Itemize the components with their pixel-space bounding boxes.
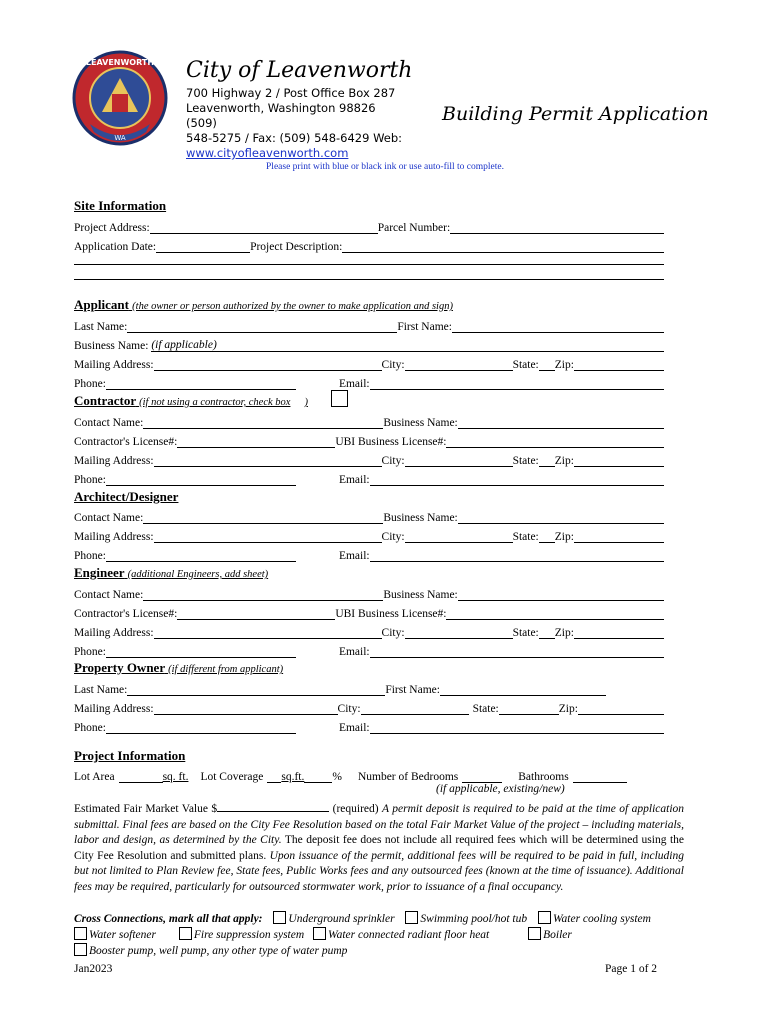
architect-zip-field[interactable] <box>574 531 664 543</box>
row-business-name <box>74 336 664 352</box>
label-contact: Contact Name: <box>74 512 144 524</box>
applicant-business-field[interactable] <box>217 340 664 352</box>
form-title: Building Permit Application <box>442 103 709 125</box>
owner-first-name-field[interactable] <box>440 684 606 696</box>
label-contact: Contact Name: <box>74 589 144 601</box>
row-application-date <box>74 237 664 253</box>
architect-business-field[interactable] <box>458 512 664 524</box>
engineer-zip-field[interactable] <box>574 627 664 639</box>
cross-row <box>74 943 694 959</box>
row-architect-mailing <box>74 527 664 543</box>
water-softener-checkbox[interactable] <box>74 927 87 940</box>
application-date-field[interactable] <box>156 241 250 253</box>
revision-date: Jan2023 <box>74 963 113 975</box>
row-contractor-phone <box>74 470 664 486</box>
lot-coverage-pct-field[interactable] <box>304 771 332 783</box>
contractor-zip-field[interactable] <box>574 455 664 467</box>
address-line: Leavenworth, Washington 98826 (509) <box>186 101 376 130</box>
row-engineer-contact <box>74 585 664 601</box>
cross-row <box>74 911 694 927</box>
label-mailing: Mailing Address: <box>74 703 154 715</box>
label-state: State: <box>472 703 499 715</box>
contractor-heading-text: Contractor <box>74 393 136 408</box>
underground-sprinkler-checkbox[interactable] <box>273 911 286 924</box>
row-applicant-phone <box>74 374 664 390</box>
bathrooms-field[interactable] <box>573 771 627 783</box>
engineer-city-field[interactable] <box>405 627 513 639</box>
svg-text:LEAVENWORTH: LEAVENWORTH <box>85 58 155 67</box>
engineer-contact-field[interactable] <box>143 589 383 601</box>
label-business-name: Business Name: <box>74 340 149 352</box>
architect-city-field[interactable] <box>405 531 513 543</box>
row-architect-contact <box>74 508 664 524</box>
label-city: City: <box>381 627 405 639</box>
row-owner-name <box>74 680 664 696</box>
option-label: Water softener <box>89 929 156 941</box>
label-zip: Zip: <box>554 359 574 371</box>
option-label: Water cooling system <box>553 913 651 925</box>
label-email: Email: <box>338 550 370 562</box>
applicant-mailing-field[interactable] <box>154 359 382 371</box>
contractor-phone-field[interactable] <box>106 474 296 486</box>
label-last-name: Last Name: <box>74 684 128 696</box>
bedrooms-field[interactable] <box>462 771 502 783</box>
engineer-heading-text: Engineer <box>74 565 125 580</box>
row-owner-mailing <box>74 699 664 715</box>
row-engineer-license <box>74 604 664 620</box>
row-engineer-phone <box>74 642 664 658</box>
label-business: Business Name: <box>383 512 458 524</box>
row-applicant-name <box>74 317 664 333</box>
owner-email-field[interactable] <box>370 722 664 734</box>
architect-mailing-field[interactable] <box>154 531 382 543</box>
lot-area-field[interactable] <box>119 771 163 783</box>
fees-paragraph <box>74 801 684 895</box>
svg-text:WA: WA <box>114 134 126 142</box>
engineer-phone-field[interactable] <box>106 646 296 658</box>
radiant-floor-checkbox[interactable] <box>313 927 326 940</box>
contractor-email-field[interactable] <box>370 474 664 486</box>
row-contractor-license <box>74 432 664 448</box>
engineer-business-field[interactable] <box>458 589 664 601</box>
deposit-text: A permit deposit is required to be paid at the time of application submittal. Final fees are based on the City Fee Resolution based on the total Fair Market Value of the project – including materials, labor and design, as determined by the City. <box>74 803 685 846</box>
section-applicant-heading <box>74 297 453 313</box>
option-label: Underground sprinkler <box>288 913 395 925</box>
label-last-name: Last Name: <box>74 321 128 333</box>
architect-email-field[interactable] <box>370 550 664 562</box>
engineer-note: (additional Engineers, add sheet) <box>127 569 269 580</box>
label-email: Email: <box>338 646 370 658</box>
address-line: 700 Highway 2 / Post Office Box 287 <box>186 86 396 100</box>
applicant-note: (the owner or person authorized by the owner to make application and sign) <box>132 301 453 312</box>
row-owner-phone <box>74 718 664 734</box>
label-lot-area: Lot Area <box>74 771 115 783</box>
option-label: Booster pump, well pump, any other type of water pump <box>89 945 348 957</box>
contractor-license-field[interactable] <box>177 436 335 448</box>
owner-city-field[interactable] <box>361 703 469 715</box>
section-owner-heading <box>74 660 283 676</box>
label-business: Business Name: <box>383 417 458 429</box>
label-city: City: <box>337 703 361 715</box>
city-name: City of Leavenworth <box>186 58 413 83</box>
option-label: Fire suppression system <box>193 929 305 941</box>
applicant-state-field[interactable] <box>539 359 555 371</box>
label-percent: % <box>332 771 342 783</box>
water-cooling-checkbox[interactable] <box>538 911 551 924</box>
business-note: (if applicable) <box>151 339 217 351</box>
label-fair-market-value: Estimated Fair Market Value $ <box>74 803 218 815</box>
boiler-checkbox[interactable] <box>528 927 541 940</box>
project-description-field[interactable] <box>342 241 664 253</box>
label-city: City: <box>381 455 405 467</box>
label-city: City: <box>381 359 405 371</box>
label-license: Contractor's License#: <box>74 608 178 620</box>
city-address <box>186 86 406 161</box>
label-lot-coverage: Lot Coverage <box>200 771 264 783</box>
label-phone: Phone: <box>74 722 106 734</box>
option-label: Swimming pool/hot tub <box>420 913 528 925</box>
label-sqft: sq.ft. <box>281 771 305 783</box>
fee-text: The deposit fee does not include all required fees which will be determined using the City Fee Resolution and submitted plans. <box>74 834 684 862</box>
engineer-state-field[interactable] <box>539 627 555 639</box>
description-line[interactable] <box>74 264 664 265</box>
city-seal-logo <box>72 50 168 146</box>
instructions: Please print with blue or black ink or use auto-fill to complete. <box>266 162 504 172</box>
section-engineer-heading <box>74 565 268 581</box>
label-phone: Phone: <box>74 646 106 658</box>
label-application-date: Application Date: <box>74 241 157 253</box>
owner-state-field[interactable] <box>499 703 559 715</box>
engineer-email-field[interactable] <box>370 646 664 658</box>
label-state: State: <box>512 531 539 543</box>
contractor-city-field[interactable] <box>405 455 513 467</box>
row-applicant-mailing <box>74 355 664 371</box>
label-contact: Contact Name: <box>74 417 144 429</box>
contractor-note-end: ) <box>304 397 308 408</box>
label-project-description: Project Description: <box>250 241 343 253</box>
label-zip: Zip: <box>554 627 574 639</box>
label-city: City: <box>381 531 405 543</box>
label-mailing: Mailing Address: <box>74 627 154 639</box>
project-address-field[interactable] <box>150 222 378 234</box>
label-bathrooms: Bathrooms <box>518 771 569 783</box>
contractor-ubi-field[interactable] <box>446 436 664 448</box>
contractor-mailing-field[interactable] <box>154 455 382 467</box>
pool-hot-tub-checkbox[interactable] <box>405 911 418 924</box>
parcel-number-field[interactable] <box>450 222 664 234</box>
label-email: Email: <box>338 722 370 734</box>
label-required: (required) <box>332 803 379 815</box>
label-state: State: <box>512 627 539 639</box>
no-contractor-checkbox[interactable] <box>331 390 348 407</box>
contractor-contact-field[interactable] <box>143 417 383 429</box>
section-site-heading: Site Information <box>74 198 167 213</box>
applicant-last-name-field[interactable] <box>127 321 397 333</box>
lot-coverage-field[interactable] <box>267 771 281 783</box>
contractor-business-field[interactable] <box>458 417 664 429</box>
address-line: 548-5275 / Fax: (509) 548-6429 Web: <box>186 131 403 145</box>
label-ubi: UBI Business License#: <box>335 608 447 620</box>
label-first-name: First Name: <box>385 684 440 696</box>
row-engineer-mailing <box>74 623 664 639</box>
applicant-phone-field[interactable] <box>106 378 296 390</box>
label-first-name: First Name: <box>397 321 452 333</box>
option-label: Water connected radiant floor heat <box>328 929 490 941</box>
owner-zip-field[interactable] <box>578 703 664 715</box>
owner-mailing-field[interactable] <box>154 703 338 715</box>
label-bedrooms: Number of Bedrooms <box>357 771 459 783</box>
owner-note: (if different from applicant) <box>168 664 284 675</box>
owner-last-name-field[interactable] <box>127 684 385 696</box>
section-architect-heading: Architect/Designer <box>74 489 179 504</box>
fire-suppression-checkbox[interactable] <box>179 927 192 940</box>
engineer-mailing-field[interactable] <box>154 627 382 639</box>
label-phone: Phone: <box>74 474 106 486</box>
booster-pump-checkbox[interactable] <box>74 943 87 956</box>
applicant-zip-field[interactable] <box>574 359 664 371</box>
label-phone: Phone: <box>74 550 106 562</box>
website-link[interactable]: www.cityofleavenworth.com <box>186 146 349 160</box>
label-zip: Zip: <box>554 455 574 467</box>
row-contractor-contact <box>74 413 664 429</box>
applicant-first-name-field[interactable] <box>452 321 664 333</box>
option-label: Boiler <box>543 929 572 941</box>
description-line[interactable] <box>74 279 664 280</box>
label-zip: Zip: <box>554 531 574 543</box>
cross-row <box>74 927 694 943</box>
applicant-email-field[interactable] <box>370 378 664 390</box>
section-contractor-heading <box>74 393 308 409</box>
architect-contact-field[interactable] <box>143 512 383 524</box>
label-ubi: UBI Business License#: <box>335 436 447 448</box>
section-project-heading: Project Information <box>74 748 186 763</box>
page-number: Page 1 of 2 <box>605 963 658 975</box>
label-phone: Phone: <box>74 378 106 390</box>
label-mailing: Mailing Address: <box>74 359 154 371</box>
architect-phone-field[interactable] <box>106 550 296 562</box>
label-parcel-number: Parcel Number: <box>377 222 451 234</box>
applicant-heading-text: Applicant <box>74 297 129 312</box>
cross-connections-label: Cross Connections, mark all that apply: <box>74 913 263 925</box>
fair-market-value-field[interactable] <box>217 801 329 812</box>
label-email: Email: <box>338 474 370 486</box>
label-mailing: Mailing Address: <box>74 455 154 467</box>
row-project-address <box>74 218 664 234</box>
label-mailing: Mailing Address: <box>74 531 154 543</box>
label-license: Contractor's License#: <box>74 436 178 448</box>
row-lot-info <box>74 767 694 783</box>
row-contractor-mailing <box>74 451 664 467</box>
additional-fees-text: Upon issuance of the permit, additional fees will be required to be paid in full, including but not limited to Plan Review fee, State fees, Public Works fees and any outsourced fees (known at the time of issuance). Additional fees may be required, particularly for outsourced stormwater work, prior to issuance of a final occupancy. <box>74 849 684 893</box>
applicant-city-field[interactable] <box>405 359 513 371</box>
row-architect-phone <box>74 546 664 562</box>
label-project-address: Project Address: <box>74 222 150 234</box>
label-zip: Zip: <box>558 703 578 715</box>
engineer-license-field[interactable] <box>177 608 335 620</box>
contractor-note: (if not using a contractor, check box <box>139 397 291 408</box>
architect-state-field[interactable] <box>539 531 555 543</box>
applicable-note: (if applicable, existing/new) <box>436 783 565 795</box>
label-email: Email: <box>338 378 370 390</box>
label-state: State: <box>512 455 539 467</box>
label-sqft: sq. ft. <box>162 771 189 783</box>
label-state: State: <box>512 359 539 371</box>
contractor-state-field[interactable] <box>539 455 555 467</box>
engineer-ubi-field[interactable] <box>446 608 664 620</box>
owner-heading-text: Property Owner <box>74 660 165 675</box>
cross-connections <box>74 911 694 959</box>
label-business: Business Name: <box>383 589 458 601</box>
owner-phone-field[interactable] <box>106 722 296 734</box>
